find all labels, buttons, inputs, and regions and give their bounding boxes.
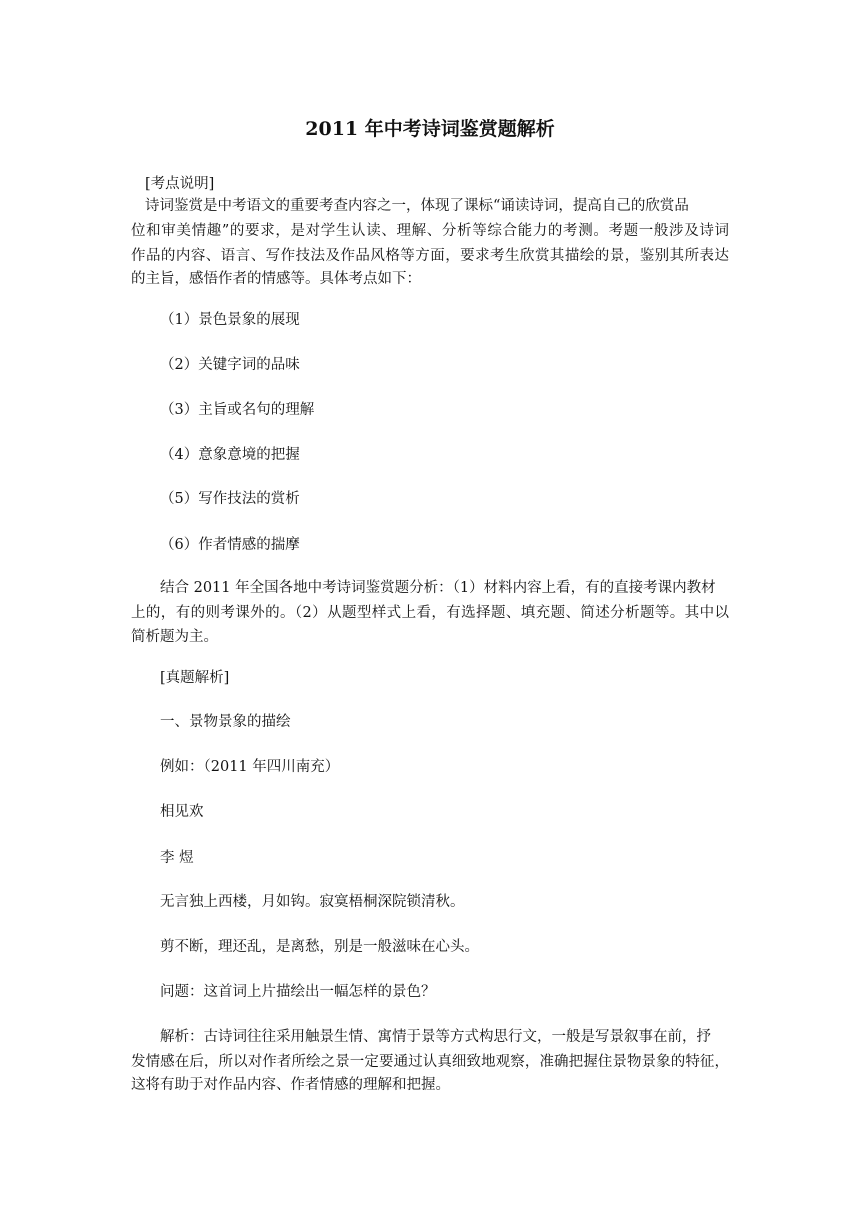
question-text: 问题：这首词上片描绘出一幅怎样的景色？ [160,984,436,1000]
section-one-heading: 一、景物景象的描绘 [160,714,291,730]
intro-line-2: 位和审美情趣”的要求，是对学生认读、理解、分析等综合能力的考测。考题一般涉及诗词 [131,223,729,239]
example-label: 例如：（2011 年四川南充） [160,759,340,775]
answer-line-3: 这将有助于对作品内容、作者情感的理解和把握。 [131,1077,450,1093]
poem-author: 李 煜 [160,850,194,866]
real-exam-heading: [真题解析] [160,670,230,686]
point-item-6: （6）作者情感的揣摩 [160,537,300,553]
point-item-1: （1）景色景象的展现 [160,312,300,328]
intro-line-4: 的主旨，感悟作者的情感等。具体考点如下： [131,271,421,287]
point-item-3: （3）主旨或名句的理解 [160,402,315,418]
answer-line-2: 发情感在后，所以对作者所绘之景一定要通过认真细致地观察，准确把握住景物景象的特征， [131,1054,729,1070]
poem-title: 相见欢 [160,804,204,820]
section-note-heading: [考点说明] [145,176,215,192]
point-item-5: （5）写作技法的赏析 [160,491,300,507]
point-item-2: （2）关键字词的品味 [160,357,300,373]
poem-line-2: 剪不断，理还乱，是离愁，别是一般滋味在心头。 [160,939,479,955]
answer-line-1: 解析：古诗词往往采用触景生情、寓情于景等方式构思行文，一般是写景叙事在前，抒 [160,1029,711,1045]
intro-line-1: 诗词鉴赏是中考语文的重要考查内容之一，体现了课标“诵读诗词，提高自己的欣赏品 [145,198,689,214]
point-item-4: （4）意象意境的把握 [160,447,300,463]
document-title: 2011 年中考诗词鉴赏题解析 [305,118,555,140]
analysis-line-3: 简析题为主。 [131,629,218,645]
analysis-line-1: 结合 2011 年全国各地中考诗词鉴赏题分析：（1）材料内容上看，有的直接考课内教材 [160,580,716,596]
poem-line-1: 无言独上西楼，月如钩。寂寞梧桐深院锁清秋。 [160,894,465,910]
analysis-line-2: 上的，有的则考课外的。（2）从题型样式上看，有选择题、填充题、简述分析题等。其中以 [131,605,729,621]
intro-line-3: 作品的内容、语言、写作技法及作品风格等方面，要求考生欣赏其描绘的景，鉴别其所表达 [131,248,729,264]
